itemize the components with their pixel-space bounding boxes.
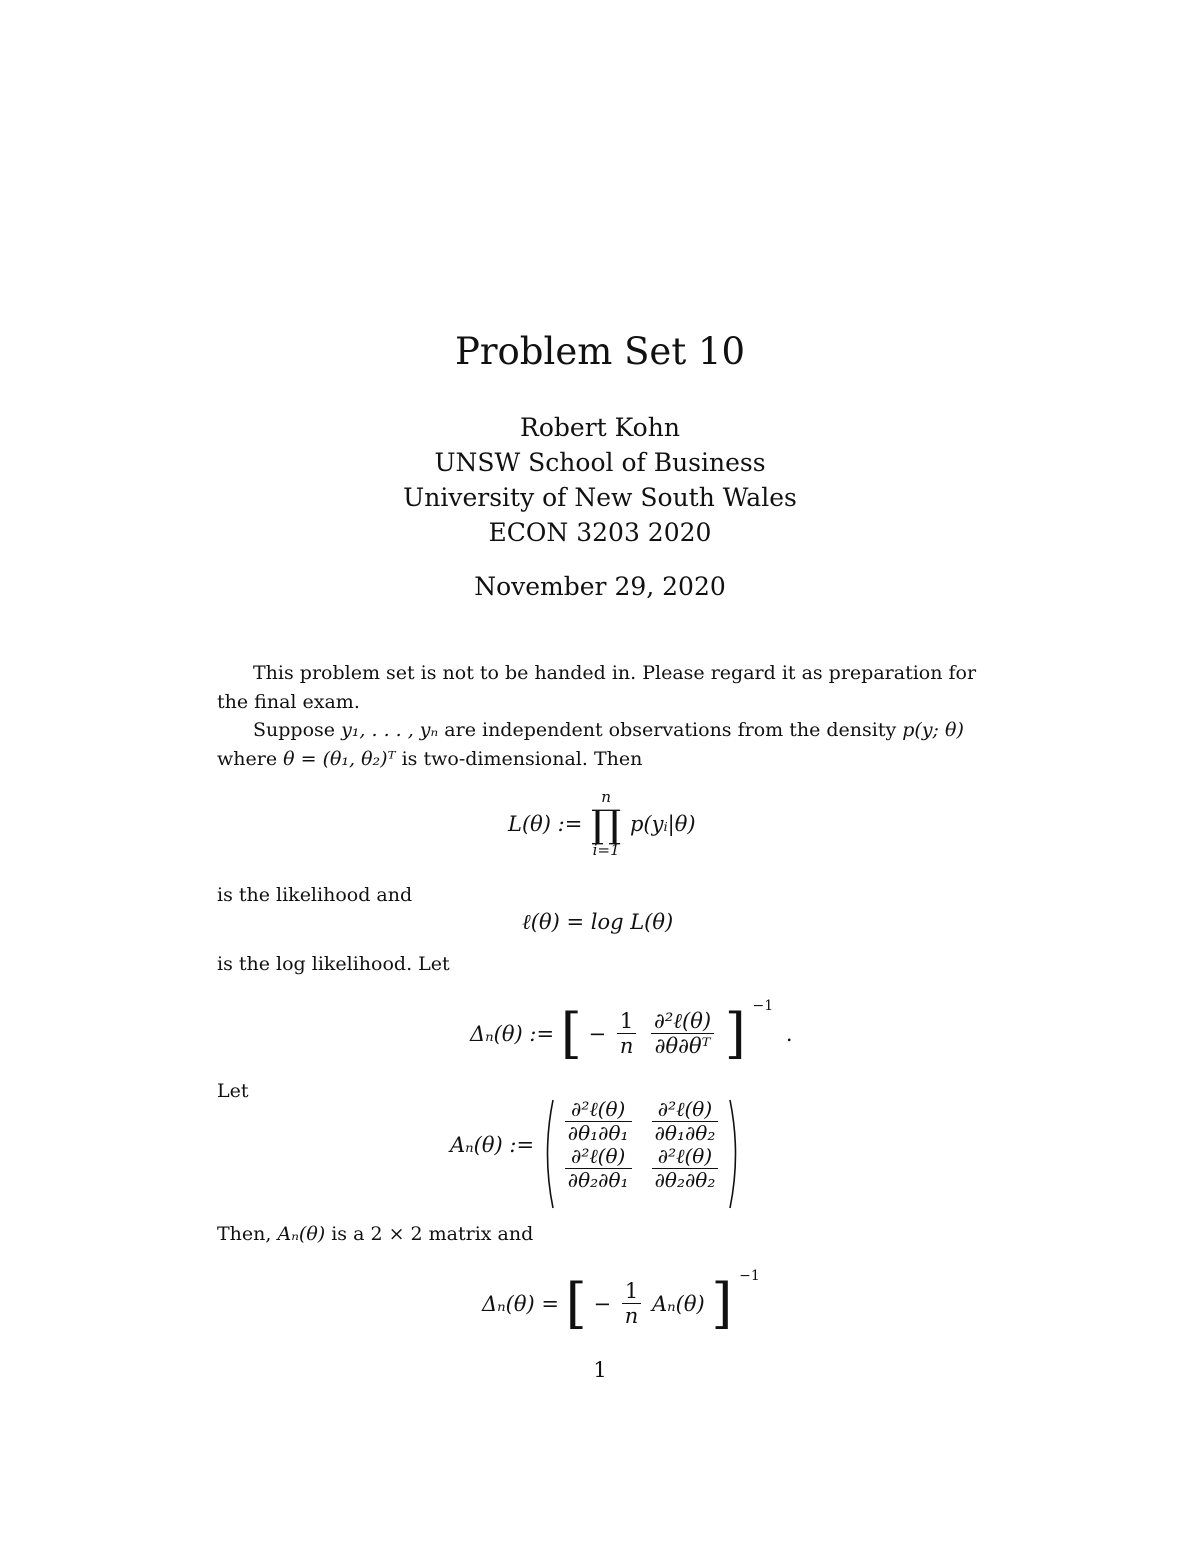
m11-num: ∂²ℓ(θ)	[565, 1098, 632, 1122]
minus-sign: −	[593, 1291, 612, 1316]
delta-equation	[470, 998, 793, 1065]
hessian-fraction	[651, 1009, 714, 1058]
product-upper: n	[601, 788, 611, 806]
left-bracket: [	[560, 1001, 582, 1065]
matrix-row	[555, 1145, 729, 1192]
delta-inverse-equation	[482, 1268, 760, 1335]
m12-num: ∂²ℓ(θ)	[652, 1098, 719, 1122]
coef-den: n	[624, 1304, 639, 1329]
log-likelihood-text: is the log likelihood. Let	[217, 953, 450, 975]
period: .	[785, 1021, 793, 1046]
m12-den: ∂θ₁∂θ₂	[654, 1121, 716, 1145]
coef-fraction	[617, 1009, 637, 1058]
author-block	[0, 410, 1200, 550]
product-lower: i=1	[592, 841, 620, 860]
page-title: Problem Set 10	[454, 330, 746, 373]
page-number: 1	[593, 1358, 607, 1382]
observations-seq: y₁, . . . , yₙ	[341, 719, 439, 741]
coef-num: 1	[622, 1279, 642, 1304]
eq5-mid: Aₙ(θ)	[651, 1291, 705, 1316]
An-symbol: Aₙ(θ)	[277, 1223, 326, 1245]
density-expression: p(y; θ)	[902, 719, 964, 741]
m21-num: ∂²ℓ(θ)	[565, 1145, 632, 1169]
matrix-cell	[555, 1098, 642, 1145]
university: University of New South Wales	[403, 483, 797, 512]
matrix-equation	[450, 1098, 742, 1192]
then-text-2: is a 2 × 2 matrix and	[331, 1223, 534, 1245]
inverse-exponent: −1	[752, 998, 774, 1014]
likelihood-equation	[508, 790, 696, 858]
log-likelihood-equation: ℓ(θ) = log L(θ)	[522, 910, 674, 934]
m22-num: ∂²ℓ(θ)	[652, 1145, 719, 1169]
hessian-num: ∂²ℓ(θ)	[651, 1009, 714, 1034]
hessian-den: ∂θ∂θᵀ	[654, 1034, 711, 1059]
eq1-rhs: p(yᵢ|θ)	[629, 812, 696, 837]
left-paren	[541, 1098, 555, 1210]
coef-fraction	[622, 1279, 642, 1328]
left-bracket: [	[565, 1271, 587, 1335]
eq3-lhs: Δₙ(θ) :=	[470, 1021, 555, 1046]
matrix	[541, 1098, 743, 1192]
m21-den: ∂θ₂∂θ₁	[567, 1168, 629, 1192]
product-operator	[591, 790, 621, 858]
matrix-cell	[642, 1145, 729, 1192]
inverse-exponent: −1	[739, 1268, 760, 1284]
where-text: where	[217, 748, 278, 770]
matrix-cell	[555, 1145, 642, 1192]
date: November 29, 2020	[474, 572, 726, 601]
matrix-cell	[642, 1098, 729, 1145]
right-paren	[728, 1098, 742, 1210]
suppose-paragraph	[217, 716, 979, 774]
coef-num: 1	[617, 1009, 637, 1034]
theta-definition: θ = (θ₁, θ₂)ᵀ	[283, 748, 396, 770]
right-bracket: ]	[711, 1271, 733, 1335]
intro-paragraph: This problem set is not to be handed in. Please regard it as preparation for the final exam.	[217, 662, 977, 713]
m11-den: ∂θ₁∂θ₁	[567, 1121, 629, 1145]
affiliation: UNSW School of Business	[434, 448, 766, 477]
author: Robert Kohn	[520, 413, 680, 442]
let-text: Let	[217, 1080, 249, 1102]
eq4-lhs: Aₙ(θ) :=	[450, 1133, 535, 1157]
suppose-text: Suppose	[253, 719, 336, 741]
matrix-grid	[555, 1098, 729, 1192]
then-text: Then,	[217, 1223, 272, 1245]
course: ECON 3203 2020	[488, 518, 712, 547]
two-dim-text: is two-dimensional. Then	[401, 748, 643, 770]
then-paragraph	[217, 1220, 979, 1249]
right-bracket: ]	[724, 1001, 746, 1065]
minus-sign: −	[588, 1021, 607, 1046]
product-symbol: ∏	[591, 802, 622, 847]
eq1-lhs: L(θ) :=	[508, 812, 583, 837]
m22-den: ∂θ₂∂θ₂	[654, 1168, 716, 1192]
matrix-row	[555, 1098, 729, 1145]
eq5-lhs: Δₙ(θ) =	[482, 1291, 559, 1316]
coef-den: n	[619, 1034, 634, 1059]
suppose-text-2: are independent observations from the density	[444, 719, 897, 741]
likelihood-text: is the likelihood and	[217, 884, 413, 906]
